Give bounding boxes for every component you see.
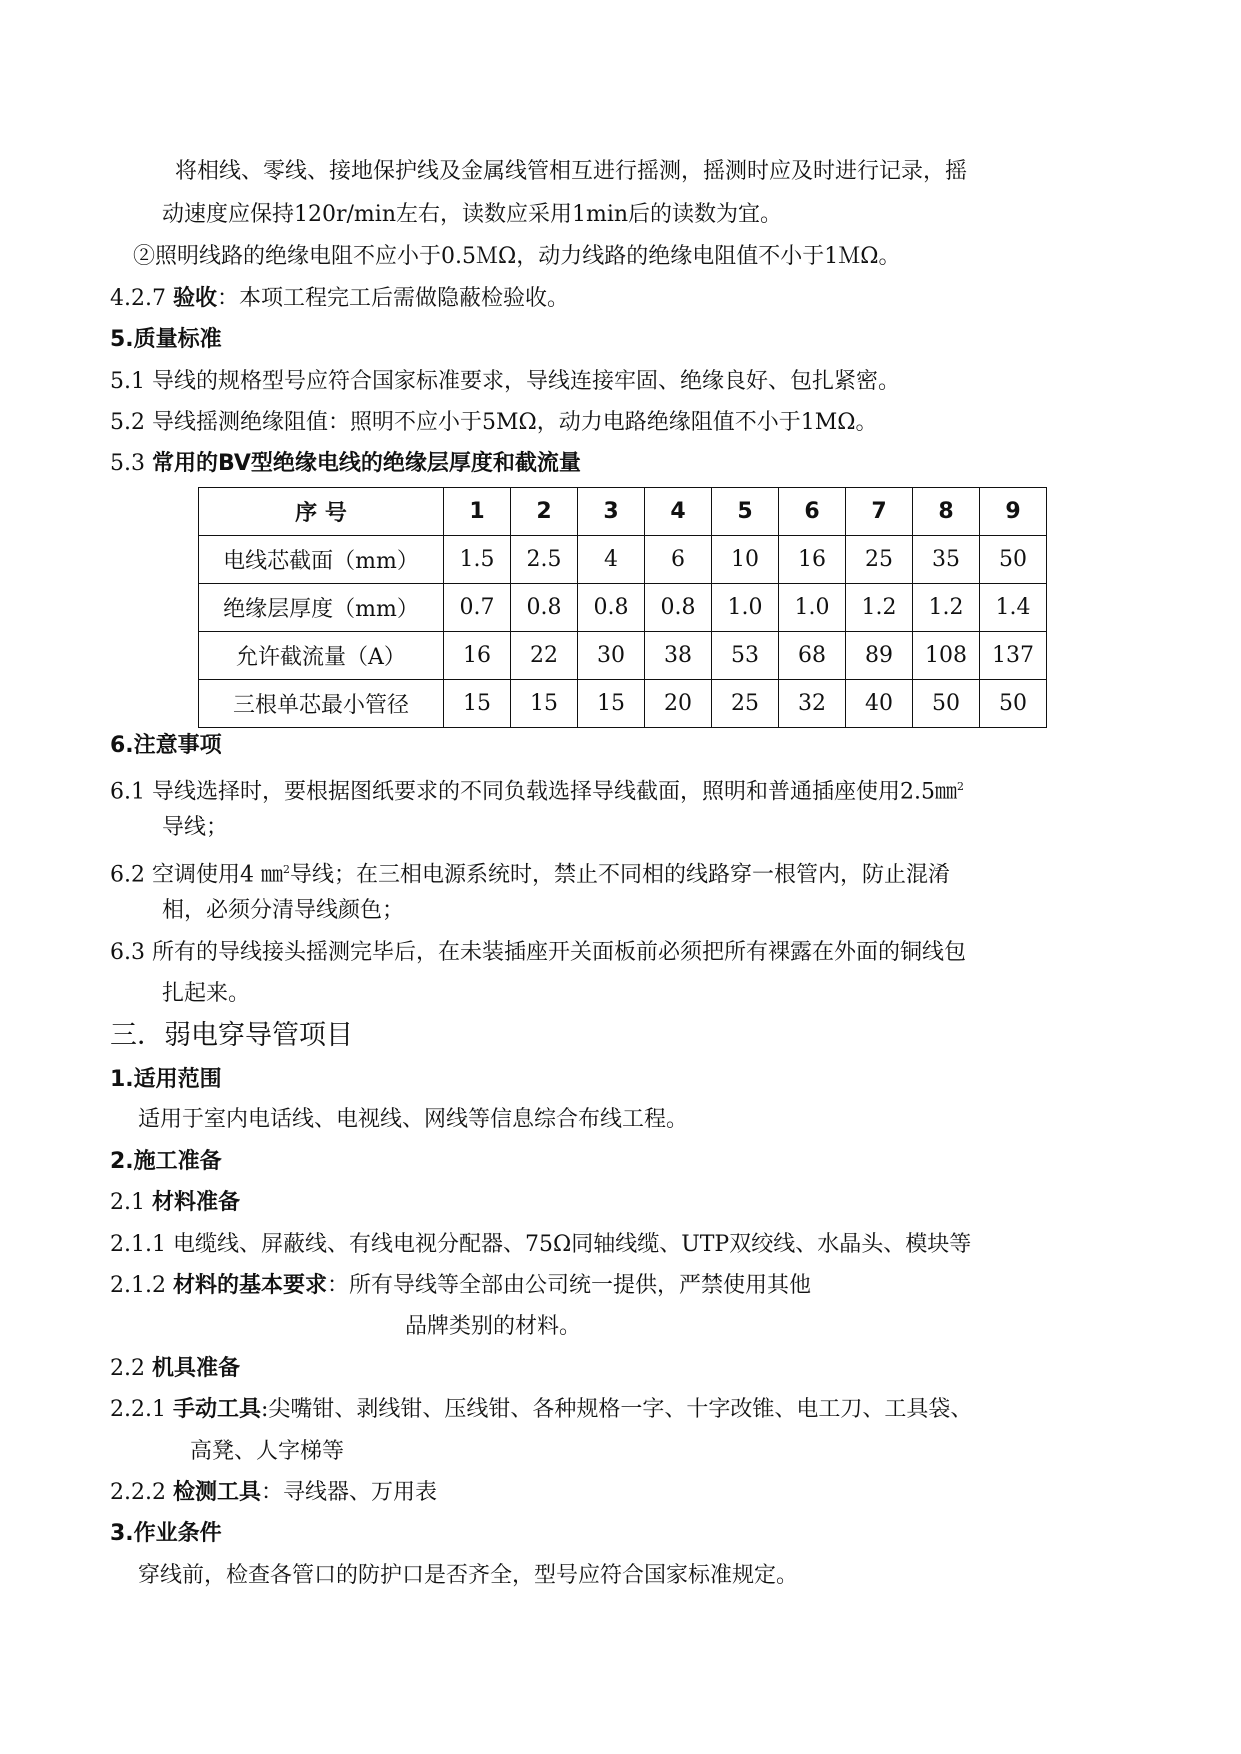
table-header-cell: 1 [444, 488, 511, 536]
table-cell: 10 [712, 536, 779, 584]
table-cell: 25 [712, 680, 779, 728]
clause-text: :尖嘴钳、剥线钳、压线钳、各种规格一字、十字改锥、电工刀、工具袋、 [261, 1397, 973, 1422]
clause-text: ：本项工程完工后需做隐蔽检验收。 [217, 286, 570, 311]
body-text: 将相线、零线、接地保护线及金属线管相互进行摇测，摇测时应及时进行记录，摇 [175, 159, 968, 184]
table-cell: 137 [980, 632, 1047, 680]
table-cell: 1.4 [980, 584, 1047, 632]
clause-number: 2.1 [110, 1190, 145, 1215]
body-text: 品牌类别的材料。 [405, 1314, 582, 1339]
clause-2-2-1 [110, 1394, 972, 1426]
table-cell: 15 [511, 680, 578, 728]
table-header-cell: 6 [779, 488, 846, 536]
table-row [199, 680, 1047, 728]
body-text: 适用于室内电话线、电视线、网线等信息综合布线工程。 [138, 1107, 689, 1132]
body-text: ②照明线路的绝缘电阻不应小于0.5ＭΩ，动力线路的绝缘电阻值不小于1ＭΩ。 [133, 244, 901, 269]
body-text: 高凳、人字梯等 [190, 1439, 345, 1464]
chapter-heading: 三．弱电穿导管项目 [110, 1020, 353, 1051]
superscript: 2 [956, 780, 964, 793]
section-heading: 6.注意事项 [110, 733, 222, 758]
table-cell: 53 [712, 632, 779, 680]
table-cell: 15 [578, 680, 645, 728]
table-cell: 89 [846, 632, 913, 680]
clause-text: 导线；在三相电源系统时，禁止不同相的线路穿一根管内，防止混淆 [289, 862, 950, 888]
table-cell: 50 [980, 536, 1047, 584]
section-heading: 3.作业条件 [110, 1521, 222, 1546]
section-heading: 1.适用范围 [110, 1067, 222, 1092]
clause-5-3 [110, 448, 581, 480]
body-text: 导线； [162, 815, 229, 840]
clause-number: 4.2.7 [110, 286, 166, 311]
table-cell: 2.5 [511, 536, 578, 584]
clause-title: 手动工具 [172, 1397, 261, 1422]
table-cell: 16 [444, 632, 511, 680]
table-cell: 32 [779, 680, 846, 728]
clause-number: 5.3 [110, 451, 145, 476]
table-cell: 1.0 [779, 584, 846, 632]
table-cell: 20 [645, 680, 712, 728]
table-cell: 25 [846, 536, 913, 584]
table-header-cell: 2 [511, 488, 578, 536]
table-header-cell: 5 [712, 488, 779, 536]
clause-text: ：所有导线等全部由公司统一提供，严禁使用其他 [327, 1273, 812, 1298]
table-cell: 68 [779, 632, 846, 680]
table-cell: 38 [645, 632, 712, 680]
body-text: 扎起来。 [162, 981, 251, 1006]
clause-2-2 [110, 1353, 240, 1385]
table-cell: 15 [444, 680, 511, 728]
table-header-cell: 4 [645, 488, 712, 536]
table-cell: 16 [779, 536, 846, 584]
body-text: 相，必须分清导线颜色； [162, 898, 405, 923]
clause-number: 2.1.2 [110, 1273, 166, 1298]
clause-number: 2.2 [110, 1356, 145, 1381]
table-header-label: 序 号 [199, 488, 444, 536]
table-cell: 50 [913, 680, 980, 728]
clause-title: 材料准备 [152, 1190, 241, 1215]
table-cell: 0.8 [645, 584, 712, 632]
clause-number: 2.2.2 [110, 1480, 166, 1505]
clause-text: 6.1 导线选择时，要根据图纸要求的不同负载选择导线截面，照明和普通插座使用2.5㎜ [110, 779, 957, 805]
table-cell: 0.8 [511, 584, 578, 632]
table-header-cell: 7 [846, 488, 913, 536]
wire-spec-table [198, 487, 1047, 728]
clause-number: 2.2.1 [110, 1397, 166, 1422]
clause-title: 检测工具 [172, 1480, 261, 1505]
clause-2-1 [110, 1187, 240, 1219]
clause-title: 材料的基本要求 [172, 1273, 327, 1298]
body-text: 5.1 导线的规格型号应符合国家标准要求，导线连接牢固、绝缘良好、包扎紧密。 [110, 369, 900, 394]
table-cell: 40 [846, 680, 913, 728]
section-heading: 5.质量标准 [110, 327, 222, 352]
table-cell: 6 [645, 536, 712, 584]
clause-4-2-7 [110, 283, 569, 315]
clause-2-1-2 [110, 1270, 811, 1302]
clause-title: 验收 [172, 286, 217, 311]
table-cell: 1.0 [712, 584, 779, 632]
table-header-cell: 3 [578, 488, 645, 536]
row-label: 允许截流量（A） [199, 632, 444, 680]
clause-title: 机具准备 [152, 1356, 241, 1381]
clause-text: ：寻线器、万用表 [261, 1480, 438, 1505]
table-cell: 22 [511, 632, 578, 680]
table-cell: 1.5 [444, 536, 511, 584]
clause-2-2-2 [110, 1477, 437, 1509]
table-header-row [199, 488, 1047, 536]
body-text: 6.3 所有的导线接头摇测完毕后，在未装插座开关面板前必须把所有裸露在外面的铜线包 [110, 940, 966, 965]
body-text: 5.2 导线摇测绝缘阻值：照明不应小于5MΩ，动力电路绝缘阻值不小于1MΩ。 [110, 410, 878, 435]
clause-6-2 [110, 854, 950, 891]
table-cell: 35 [913, 536, 980, 584]
table-cell: 0.7 [444, 584, 511, 632]
table-cell: 1.2 [913, 584, 980, 632]
section-heading: 2.施工准备 [110, 1149, 222, 1174]
superscript: 2 [282, 863, 290, 876]
body-text: 穿线前，检查各管口的防护口是否齐全，型号应符合国家标准规定。 [138, 1563, 799, 1588]
table-row [199, 536, 1047, 584]
clause-6-1 [110, 771, 964, 808]
table-cell: 108 [913, 632, 980, 680]
row-label: 三根单芯最小管径 [199, 680, 444, 728]
body-text: 2.1.1 电缆线、屏蔽线、有线电视分配器、75Ω同轴线缆、UTP双绞线、水晶头、模块等 [110, 1232, 972, 1257]
table-cell: 50 [980, 680, 1047, 728]
body-text: 动速度应保持120r/min左右，读数应采用1min后的读数为宜。 [162, 202, 783, 227]
table-header-cell: 9 [980, 488, 1047, 536]
table-row [199, 584, 1047, 632]
table-cell: 0.8 [578, 584, 645, 632]
table-header-cell: 8 [913, 488, 980, 536]
table-cell: 4 [578, 536, 645, 584]
table-cell: 1.2 [846, 584, 913, 632]
clause-title: 常用的BV型绝缘电线的绝缘层厚度和截流量 [152, 451, 581, 476]
row-label: 电线芯截面（mm） [199, 536, 444, 584]
table-cell: 30 [578, 632, 645, 680]
clause-text: 6.2 空调使用4 ㎜ [110, 862, 283, 888]
row-label: 绝缘层厚度（mm） [199, 584, 444, 632]
table-row [199, 632, 1047, 680]
